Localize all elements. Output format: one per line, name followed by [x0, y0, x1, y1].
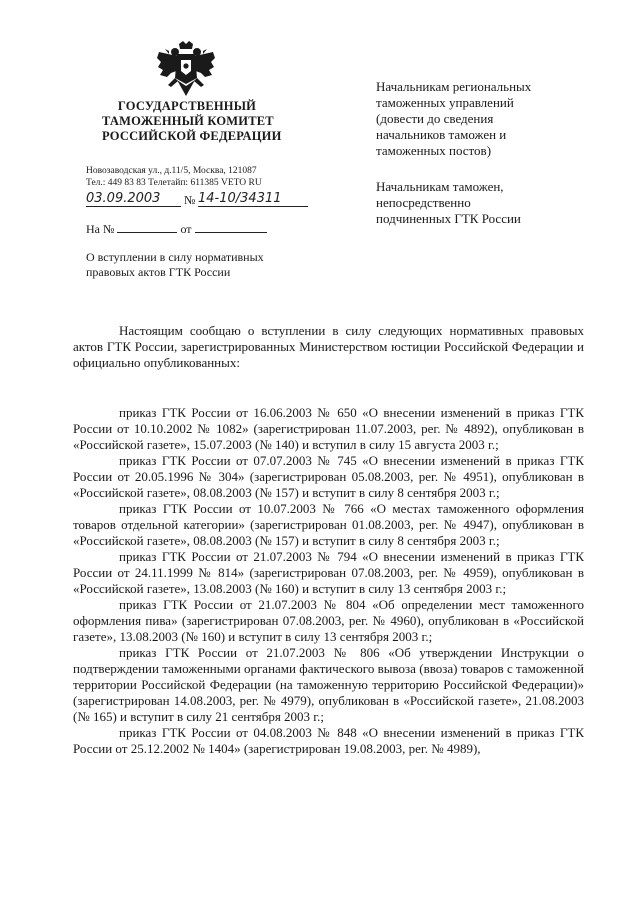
- registration-number-label: №: [184, 193, 196, 207]
- subject-line: О вступлении в силу нормативных: [86, 250, 264, 264]
- addressee-line: подчиненных ГТК России: [376, 211, 521, 226]
- letter-subject: [86, 250, 264, 280]
- organization-name: [102, 99, 282, 144]
- coat-of-arms-emblem: [155, 40, 217, 98]
- order-item: приказ ГТК России от 04.08.2003 № 848 «О внесении изменений в приказ ГТК России от 25.12.2002 № 1404» (зарегистрирован 19.08.2003, рег. № 4989),: [73, 725, 584, 756]
- addressee-block-customs: [376, 179, 521, 227]
- reference-number-blank: [117, 222, 177, 233]
- org-line: ГОСУДАРСТВЕННЫЙ: [117, 99, 257, 113]
- order-item: приказ ГТК России от 21.07.2003 № 806 «Об утверждении Инструкции о подтверждении таможенными органами фактического вывоза (ввоза) товаров с таможенной территории Российской Федерации (на таможенную территорию Российской Федерации)» (зарегистрирован 14.08.2003, рег. № 4979), опубликован в «Российской газете», 21.08.2003 (№ 165) и вступит в силу 21 сентября 2003 г.;: [73, 645, 584, 724]
- org-line: ТАМОЖЕННЫЙ КОМИТЕТ: [102, 114, 274, 128]
- address-line: Тел.: 449 83 83 Телетайп: 611385 VETO RU: [86, 178, 262, 188]
- intro-paragraph: Настоящим сообщаю о вступлении в силу следующих нормативных правовых актов ГТК России, зарегистрированных Министерством юстиции Российской Федерации и официально опубликованных:: [73, 323, 584, 370]
- org-address: [86, 165, 262, 189]
- reference-row: [86, 222, 267, 237]
- order-item: приказ ГТК России от 21.07.2003 № 804 «Об определении мест таможенного оформления пива» (зарегистрирован 07.08.2003, рег. № 4960), опубликован в «Российской газете», 13.08.2003 (№ 160) и вступит в силу 13 сентября 2003 г.;: [73, 597, 584, 644]
- reference-number-label: На №: [86, 222, 115, 236]
- order-item: приказ ГТК России от 16.06.2003 № 650 «О внесении изменений в приказ ГТК России от 10.10.2002 № 1082» (зарегистрирован 11.07.2003, рег. № 4892), опубликован в «Российской газете», 15.07.2003 (№ 140) и вступил в силу 15 августа 2003 г.;: [73, 405, 584, 452]
- registration-date: 03.09.2003: [86, 191, 181, 207]
- addressee-line: непосредственно: [376, 195, 471, 210]
- order-item: приказ ГТК России от 21.07.2003 № 794 «О внесении изменений в приказ ГТК России от 24.11.1999 № 814» (зарегистрирован 07.08.2003, рег. № 4959), опубликован в «Российской газете», 13.08.2003 (№ 160) и вступит в силу 13 сентября 2003 г.;: [73, 549, 584, 596]
- registration-number: 14-10/34311: [198, 191, 308, 207]
- addressee-line: Начальникам таможен,: [376, 179, 504, 194]
- orders-list: [73, 405, 584, 757]
- reference-date-label: от: [180, 222, 192, 236]
- org-line: РОССИЙСКОЙ ФЕДЕРАЦИИ: [102, 129, 282, 143]
- addressee-line: таможенных управлений: [376, 95, 514, 110]
- addressee-line: Начальникам региональных: [376, 79, 532, 94]
- reference-date-blank: [195, 222, 267, 233]
- addressee-line: (довести до сведения: [376, 111, 494, 126]
- subject-line: правовых актов ГТК России: [86, 265, 231, 279]
- addressee-block-regional: [376, 79, 531, 159]
- address-line: Новозаводская ул., д.11/5, Москва, 121087: [86, 166, 257, 176]
- order-item: приказ ГТК России от 07.07.2003 № 745 «О внесении изменений в приказ ГТК России от 20.05.1996 № 304» (зарегистрирован 05.08.2003, рег. № 4951), опубликован в «Российской газете», 08.08.2003 (№ 157) и вступит в силу 8 сентября 2003 г.;: [73, 453, 584, 500]
- addressee-line: таможенных постов): [376, 143, 492, 158]
- addressee-line: начальников таможен и: [376, 127, 507, 142]
- order-item: приказ ГТК России от 10.07.2003 № 766 «О местах таможенного оформления товаров отдельной категории» (зарегистрирован 01.08.2003, рег. № 4947), опубликован в «Российской газете», 08.08.2003 (№ 157) и вступит в силу 8 сентября 2003 г.;: [73, 501, 584, 548]
